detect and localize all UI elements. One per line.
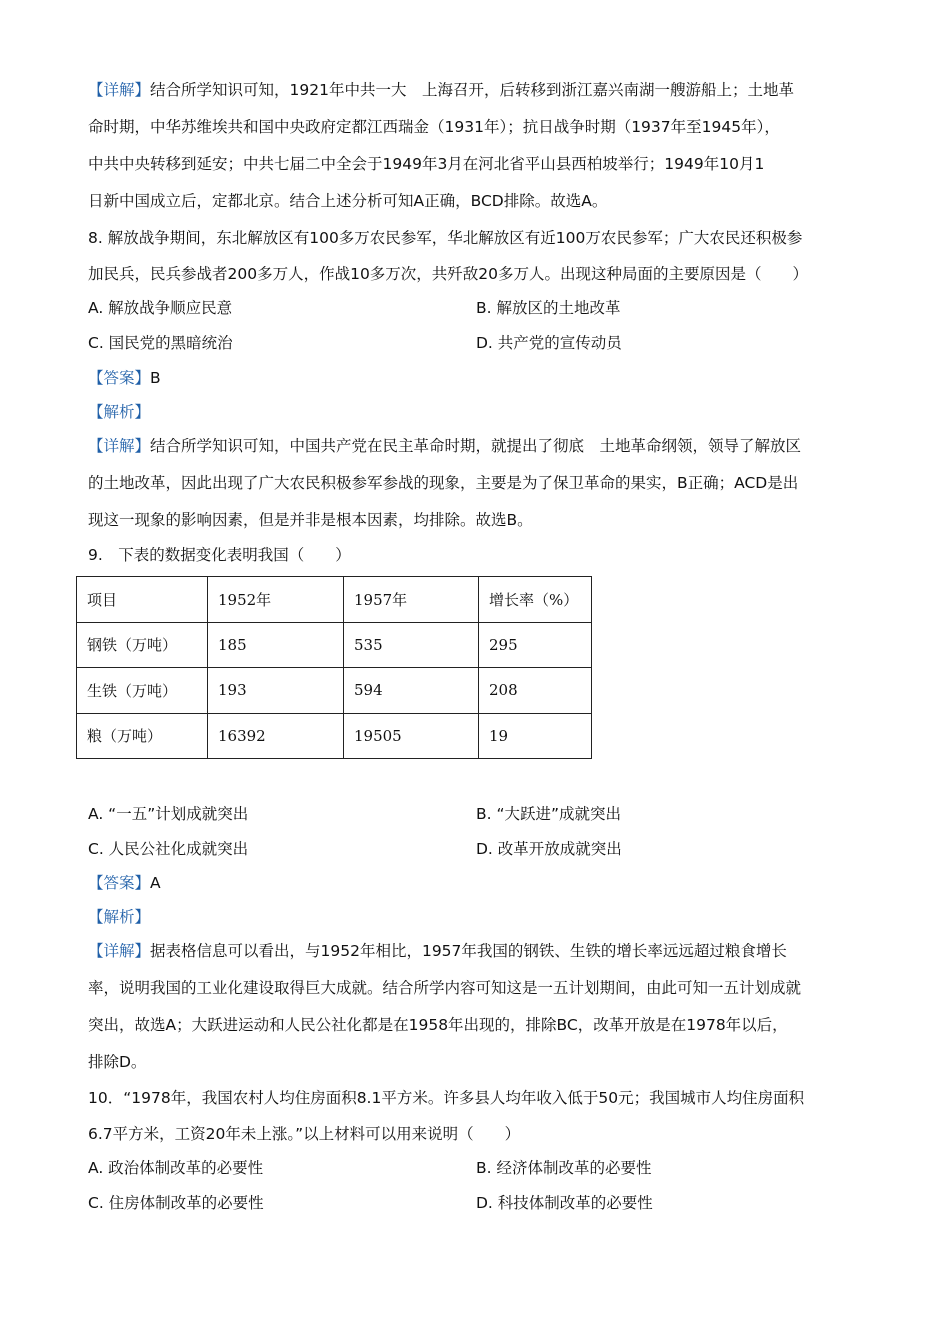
q9-stem: 9. 下表的数据变化表明我国（ ） — [88, 546, 351, 564]
q9-detail-tag: 【详解】 — [88, 942, 151, 960]
q8-detail-line: 的土地改革，因此出现了广大农民积极参军参战的现象，主要是为了保卫革命的果实，B正确；ACD是出 — [88, 474, 799, 492]
table-header-cell: 1957年 — [344, 577, 479, 623]
q9-option-d[interactable]: D. 改革开放成就突出 — [476, 840, 622, 858]
q9-data-table — [76, 576, 592, 759]
table-cell: 19505 — [344, 713, 479, 759]
table-cell: 19 — [479, 713, 592, 759]
q7-detail-line: 日新中国成立后，定都北京。结合上述分析可知A正确，BCD排除。故选A。 — [88, 192, 608, 210]
table-header-cell: 1952年 — [208, 577, 344, 623]
table-cell: 钢铁（万吨） — [77, 622, 208, 668]
q8-detail-tag: 【详解】 — [88, 437, 151, 455]
q9-option-c[interactable]: C. 人民公社化成就突出 — [88, 840, 249, 858]
q8-detail-line: 现这一现象的影响因素，但是并非是根本因素，均排除。故选B。 — [88, 511, 533, 529]
q10-option-a[interactable]: A. 政治体制改革的必要性 — [88, 1159, 264, 1177]
q7-detail-line: 中共中央转移到延安；中共七届二中全会于1949年3月在河北省平山县西柏坡举行；1949年10月1 — [88, 155, 765, 173]
q9-option-b[interactable]: B. “大跃进”成就突出 — [476, 805, 622, 823]
table-cell: 594 — [344, 668, 479, 714]
q9-option-a[interactable]: A. “一五”计划成就突出 — [88, 805, 249, 823]
q9-analysis-tag: 【解析】 — [88, 908, 151, 926]
q8-stem-line: 8. 解放战争期间，东北解放区有100多万农民参军，华北解放区有近100万农民参军；广大农民还积极参 — [88, 229, 803, 247]
q10-option-b[interactable]: B. 经济体制改革的必要性 — [476, 1159, 652, 1177]
q9-answer — [88, 873, 161, 893]
table-cell: 193 — [208, 668, 344, 714]
q8-option-c[interactable]: C. 国民党的黑暗统治 — [88, 334, 233, 352]
q9-detail-line: 率，说明我国的工业化建设取得巨大成就。结合所学内容可知这是一五计划期间，由此可知一五计划成就 — [88, 979, 802, 997]
table-header-row — [77, 577, 592, 623]
q8-option-a[interactable]: A. 解放战争顺应民意 — [88, 299, 233, 317]
q8-analysis-tag: 【解析】 — [88, 403, 151, 421]
table-header-cell: 增长率（%） — [479, 577, 592, 623]
table-row — [77, 713, 592, 759]
table-row — [77, 668, 592, 714]
table-row — [77, 622, 592, 668]
q7-detail-line: 【详解】结合所学知识可知，1921年中共一大 上海召开，后转移到浙江嘉兴南湖一艘游船上；土地革 — [88, 81, 794, 99]
q8-option-d[interactable]: D. 共产党的宣传动员 — [476, 334, 622, 352]
q8-answer — [88, 368, 161, 388]
table-cell: 粮（万吨） — [77, 713, 208, 759]
q7-detail-tag: 【详解】 — [88, 81, 151, 99]
table-cell: 185 — [208, 622, 344, 668]
q8-answer-tag: 【答案】 — [88, 369, 151, 387]
q8-option-b[interactable]: B. 解放区的土地改革 — [476, 299, 621, 317]
q9-answer-value: A — [150, 874, 161, 892]
q10-option-c[interactable]: C. 住房体制改革的必要性 — [88, 1194, 264, 1212]
q9-detail-line: 排除D。 — [88, 1053, 147, 1071]
q7-detail-line: 命时期，中华苏维埃共和国中央政府定都江西瑞金（1931年）；抗日战争时期（1937年至1945年）， — [88, 118, 780, 136]
table-cell: 535 — [344, 622, 479, 668]
q8-stem-line: 加民兵，民兵参战者200多万人，作战10多万次，共歼敌20多万人。出现这种局面的主要原因是（ ） — [88, 265, 809, 283]
q9-detail-line: 突出，故选A；大跃进运动和人民公社化都是在1958年出现的，排除BC，改革开放是在1978年以后， — [88, 1016, 788, 1034]
table-cell: 208 — [479, 668, 592, 714]
q10-stem-line: 10．“1978年，我国农村人均住房面积8.1平方米。许多县人均年收入低于50元；我国城市人均住房面积 — [88, 1089, 805, 1107]
q8-detail-line: 【详解】结合所学知识可知，中国共产党在民主革命时期，就提出了彻底 土地革命纲领，领导了解放区 — [88, 437, 802, 455]
q9-answer-tag: 【答案】 — [88, 874, 151, 892]
q8-answer-value: B — [150, 369, 161, 387]
table-cell: 生铁（万吨） — [77, 668, 208, 714]
table-cell: 16392 — [208, 713, 344, 759]
q10-option-d[interactable]: D. 科技体制改革的必要性 — [476, 1194, 653, 1212]
table-cell: 295 — [479, 622, 592, 668]
q9-detail-line: 【详解】据表格信息可以看出，与1952年相比，1957年我国的钢铁、生铁的增长率远远超过粮食增长 — [88, 942, 787, 960]
table-header-cell: 项目 — [77, 577, 208, 623]
q10-stem-line: 6.7平方米，工资20年未上涨。”以上材料可以用来说明（ ） — [88, 1125, 521, 1143]
